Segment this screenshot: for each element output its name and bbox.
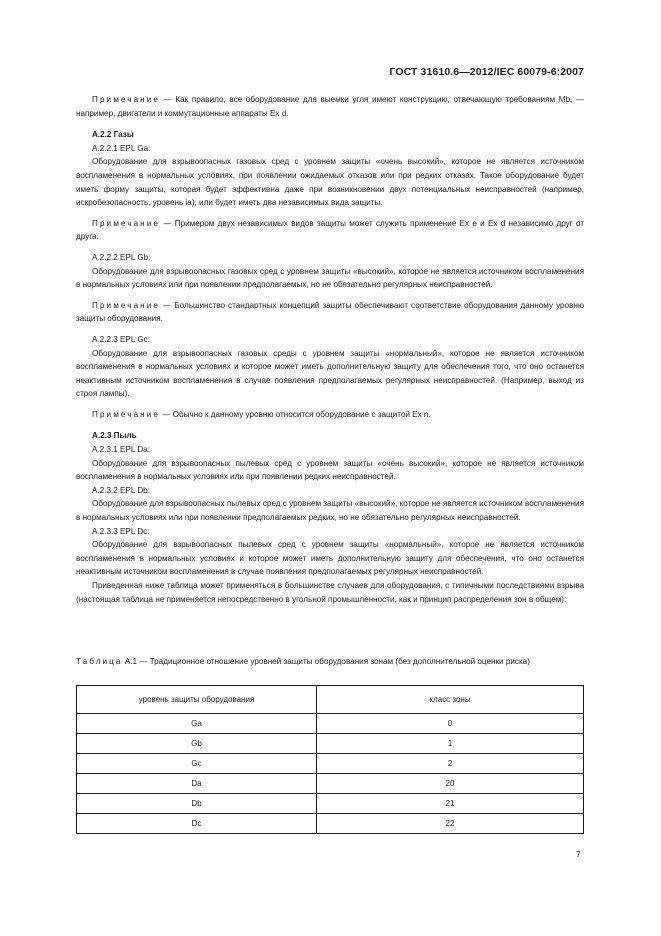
table-cell: Da: [77, 774, 317, 794]
table-cell: 2: [317, 754, 584, 774]
table-cell: Ga: [77, 714, 317, 734]
paragraph-table-intro: Приведенная ниже таблица может применяться в большинстве случаев для оборудования, с типичными последствиями взрыва (настоящая таблица не применяется непосредственно в угольной промышленности, как и принцип распределения зон в общем):: [76, 581, 584, 604]
paragraph-da: Оборудование для взрывоопасных пылевых сред с уровнем защиты «очень высокий», которое не является источником воспламенения в нормальных условиях или при появлении редких неисправностей.: [76, 458, 584, 482]
note-2: Примечание — Примером двух независимых видов защиты может служить применение Ex e и Ex d независимо друг от друга.: [76, 218, 584, 242]
table-cell: Gc: [77, 754, 317, 774]
table-cell: 0: [317, 714, 584, 734]
note-1: Примечание — Как правило, все оборудование для выемки угля имеют конструкцию, отвечающую требованиям Mb, — например, двигатели и коммутационные аппараты Ex d.: [76, 95, 584, 118]
section-heading-gases: A.2.2 Газы: [92, 130, 134, 140]
page-number: 7: [576, 849, 581, 859]
paragraph-ga: Оборудование для взрывоопасных газовых сред с уровнем защиты «очень высокий», которое не является источником воспламенения в нормальных условиях, при появлении ожидаемых отказов или при редких отказах. Такое оборудование будет иметь форму защиты, которая будет эффективна даже при возникновении двух потенциальных неисправностей (например, искробезопасность, уровень ia), или будет иметь два независимых вида защиты.: [76, 157, 584, 208]
table-cell: Gb: [77, 734, 317, 754]
note-label: Примечание: [92, 300, 161, 310]
subsection-heading-gc: A.2.2.3 EPL Gc:: [92, 334, 150, 344]
zone-table: [76, 685, 584, 834]
note-label: Примечание: [92, 409, 161, 419]
page-header: ГОСТ 31610.6—2012/IEC 60079-6:2007: [389, 66, 584, 78]
paragraph-gb: Оборудование для взрывоопасных газовых сред с уровнем защиты «высокий», которое не является источником воспламенения в нормальных условиях или при появлении предполагаемых, но не обязательно регулярных неисправностей.: [76, 266, 584, 290]
table-row: [77, 714, 584, 734]
note-4: Примечание — Обычно к данному уровню относится оборудование с защитой Ex n.: [92, 409, 431, 419]
note-3: Примечание — Большинство стандартных концепций защиты обеспечивают соответствие оборудования данному уровню защиты оборудования.: [76, 300, 584, 324]
note-label: Примечание: [92, 218, 161, 228]
table-cell: Dc: [77, 814, 317, 834]
table-row: [77, 774, 584, 794]
section-heading-dust: A.2.3 Пыль: [92, 431, 137, 441]
subsection-heading-dc: A.2.3.3 EPL Dc:: [92, 526, 150, 536]
note-label: Примечание: [92, 95, 161, 104]
table-caption: Таблица A.1 — Традиционное отношение уровней защиты оборудования зонам (без дополнительной оценки риска): [76, 657, 530, 666]
subsection-heading-db: A.2.3.2 EPL Db:: [92, 485, 150, 495]
table-cell: 22: [317, 814, 584, 834]
table-header-row: [77, 686, 584, 714]
table-cell: 1: [317, 734, 584, 754]
table-cell: Db: [77, 794, 317, 814]
table-row: [77, 754, 584, 774]
table-row: [77, 794, 584, 814]
table-row: [77, 814, 584, 834]
document-body: [76, 93, 584, 606]
table-header-cell: уровень защиты оборудования: [77, 686, 317, 714]
table-row: [77, 734, 584, 754]
table-header-cell: класс зоны: [317, 686, 584, 714]
table-cell: 21: [317, 794, 584, 814]
paragraph-dc: Оборудование для взрывоопасных пылевых сред с уровнем защиты «нормальный», которое не является источником воспламенения в нормальных условиях и которое может иметь дополнительную защиту для обеспечения, что оно останется неактивным источником воспламенения в случае появления предполагаемых регулярных неисправностей.: [76, 540, 584, 577]
subsection-heading-da: A.2.3.1 EPL Da:: [92, 445, 150, 455]
paragraph-db: Оборудование для взрывоопасных пылевых сред с уровнем защиты «высокий», которое не является источником воспламенения в нормальных условиях или при появлении предполагаемых редких, но не обязательно регулярных неисправностей.: [76, 499, 584, 523]
table-cell: 20: [317, 774, 584, 794]
paragraph-gc: Оборудование для взрывоопасных газовых среды с уровнем защиты «нормальный», которое не является источником воспламенения в нормальных условиях и которое может иметь дополнительную защиту для обеспечения того, что оно останется неактивным источником воспламенения в случае появления предполагаемых регулярных неисправностей. (Например, выход из строя лампы).: [76, 348, 584, 399]
caption-label: Таблица: [76, 657, 123, 666]
subsection-heading-gb: A.2.2.2 EPL Gb:: [92, 252, 151, 262]
subsection-heading-ga: A.2.2.1 EPL Ga:: [92, 143, 151, 153]
